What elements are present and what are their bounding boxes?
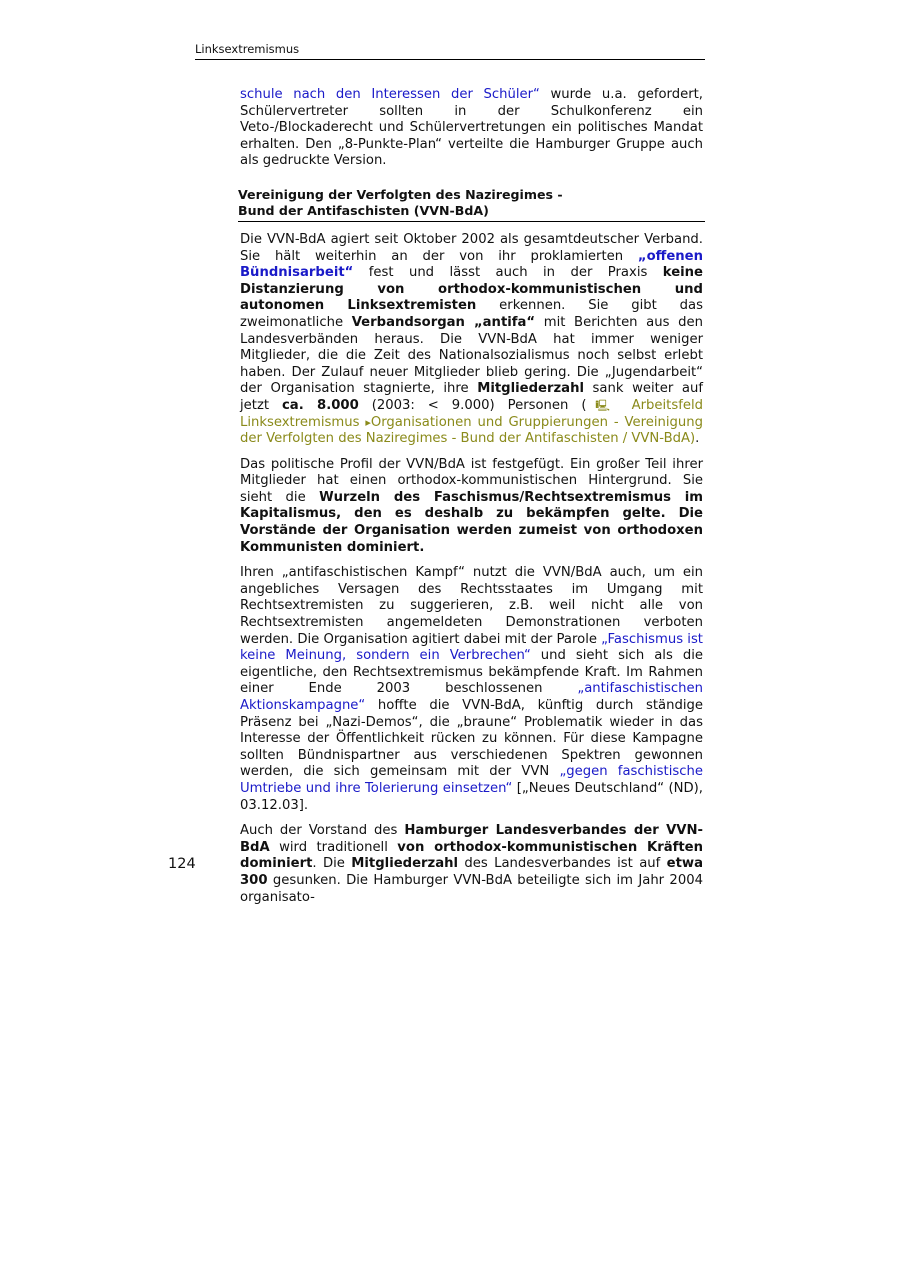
running-title: Linksextremismus	[195, 42, 300, 56]
bold-text: Hamburger Landesverbandes der VVN-BdA	[240, 823, 703, 855]
text: Die VVN-BdA agiert seit Oktober 2002 als gesamtdeutscher Verband. Sie hält weiterhin an der von ihr proklamierten	[240, 231, 703, 264]
reference-text: Arbeitsfeld Linksextremismus	[240, 397, 703, 430]
text: fest und lässt auch in der Praxis	[353, 265, 663, 281]
text: Ihren „antifaschistischen Kampf“ nutzt die VVN/BdA auch, um ein angebliches Versagen des Rechtsstaates im Umgang mit Rechtsextremisten zu suggerieren, z.B. weil nicht alle von Rechtsextremisten angemeldeten Demonstrationen verboten werden. Die Organisation agitiert dabei mit der Parole	[240, 565, 703, 647]
text: (2003: < 9.000) Personen (	[358, 397, 587, 413]
text: sank weiter auf jetzt	[240, 381, 703, 413]
text: des Landesverbandes ist auf	[458, 856, 667, 872]
text: mit Berichten aus den Landesverbänden heraus. Die VVN-BdA hat immer weniger Mitglieder, die die Zeit des Nationalsozialismus noch selbst erlebt haben. Der Zulauf neuer Mitglieder blieb gering. Die „Jugendarbeit“ der Organisation stagnierte, ihre	[240, 314, 703, 397]
running-header	[195, 41, 705, 60]
page-number: 124	[168, 856, 196, 872]
text: Auch der Vorstand des	[240, 823, 405, 839]
main-text-column	[240, 87, 703, 915]
bold-text: Verbandsorgan „antifa“	[351, 314, 536, 330]
text: wurde u.a. gefordert, Schülervertreter sollten in der Schulkonferenz ein Veto-/Blockaderecht und Schülervertretungen ein politisches Mandat erhalten. Den „8-Punkte-Plan“ verteilte die Hamburger Gruppe auch als gedruckte Version.	[240, 87, 704, 169]
reference-text: Organisationen und Gruppierungen - Vereinigung der Verfolgten des Naziregimes - Bund der Antifaschisten / VVN-BdA)	[240, 414, 703, 447]
computer-icon: 🖳	[586, 398, 619, 412]
bold-text: Mitgliederzahl	[477, 381, 584, 397]
bold-text: etwa 300	[240, 856, 703, 888]
text: [„Neues Deutschland“ (ND), 03.12.03].	[240, 780, 703, 813]
text: . Die	[312, 856, 352, 872]
paragraph-2: Die VVN-BdA agiert seit Oktober 2002 als gesamtdeutscher Verband. Sie hält weiterhin an der von ihr proklamierten „offenen Bündnisarbeit“ fest und lässt auch in der Praxis keine Distanzierung von orthodox-kommunistischen und autonomen Linksextremisten erkennen. Sie gibt das zweimonatliche Verbandsorgan „antifa“ mit Berichten aus den Landesverbänden heraus. Die VVN-BdA hat immer weniger Mitglieder, die die Zeit des Nationalsozialismus noch selbst erlebt haben. Der Zulauf neuer Mitglieder blieb gering. Die „Jugendarbeit“ der Organisation stagnierte, ihre Mitgliederzahl sank weiter auf jetzt ca. 8.000 (2003: < 9.000) Personen (🖳 Arbeitsfeld Linksextremismus ▸Organisationen und Gruppierungen - Vereinigung der Verfolgten des Naziregimes - Bund der Antifaschisten / VVN-BdA).	[240, 231, 703, 447]
section-heading-line-2: Bund der Antifaschisten (VVN-BdA)	[238, 203, 489, 219]
paragraph-4	[240, 565, 703, 814]
section-heading-vvn-bda	[238, 187, 705, 222]
link-gegen-faschistische-umtriebe[interactable]: „gegen faschistische Umtriebe und ihre Tolerierung einsetzen“	[240, 764, 703, 796]
text: gesunken. Die Hamburger VVN-BdA beteiligte sich im Jahr 2004 organisato-	[240, 872, 703, 905]
text: wird traditionell	[269, 839, 398, 855]
paragraph-1	[240, 87, 703, 170]
paragraph-3	[240, 457, 703, 557]
triangle-right-icon: ▸	[365, 415, 371, 429]
text: und sieht sich als die eigentliche, den Rechtsextremismus bekämpfende Kraft. Im Rahmen einer Ende 2003 beschlossenen	[240, 648, 703, 697]
text: Das politische Profil der VVN/BdA ist festgefügt. Ein großer Teil ihrer Mitglieder hat einen orthodox-kommunistischen Hintergrund. Sie sieht die	[240, 456, 703, 505]
bold-text: Mitgliederzahl	[351, 856, 459, 872]
bold-text: von orthodox-kommunistischen Kräften dominiert	[240, 839, 703, 872]
text: hoffte die VVN-BdA, künftig durch ständige Präsenz bei „Nazi-Demos“, die „braune“ Problematik wieder in das Interesse der Öffentlichkeit rücken zu können. Für diese Kampagne sollten Bündnispartner aus verschiedenen Spektren gewonnen werden, die sich gemeinsam mit der VVN	[240, 698, 703, 780]
paragraph-5	[240, 823, 703, 906]
link-aktionskampagne[interactable]: „antifaschistischen Aktionskampagne“	[240, 681, 703, 713]
bold-text: ca. 8.000	[281, 397, 359, 413]
link-offene-buendnisarbeit[interactable]: „offenen Bündnisarbeit“	[240, 248, 703, 281]
link-schule-interessen[interactable]: schule nach den Interessen der Schüler“	[240, 87, 540, 102]
bold-text: Wurzeln des Faschismus/Rechtsextremismus im Kapitalismus, den es deshalb zu bekämpfen gelte. Die Vorstände der Organisation werden zumeist von orthodoxen Kommunisten dominiert.	[240, 489, 703, 555]
bold-text: keine Distanzierung von orthodox-kommunistischen und autonomen Linksextremisten	[240, 265, 703, 314]
link-faschismus-keine-meinung[interactable]: „Faschismus ist keine Meinung, sondern ein Verbrechen“	[240, 631, 703, 664]
section-heading-line-1: Vereinigung der Verfolgten des Naziregimes -	[238, 186, 563, 202]
text: erkennen. Sie gibt das zweimonatliche	[240, 298, 703, 330]
